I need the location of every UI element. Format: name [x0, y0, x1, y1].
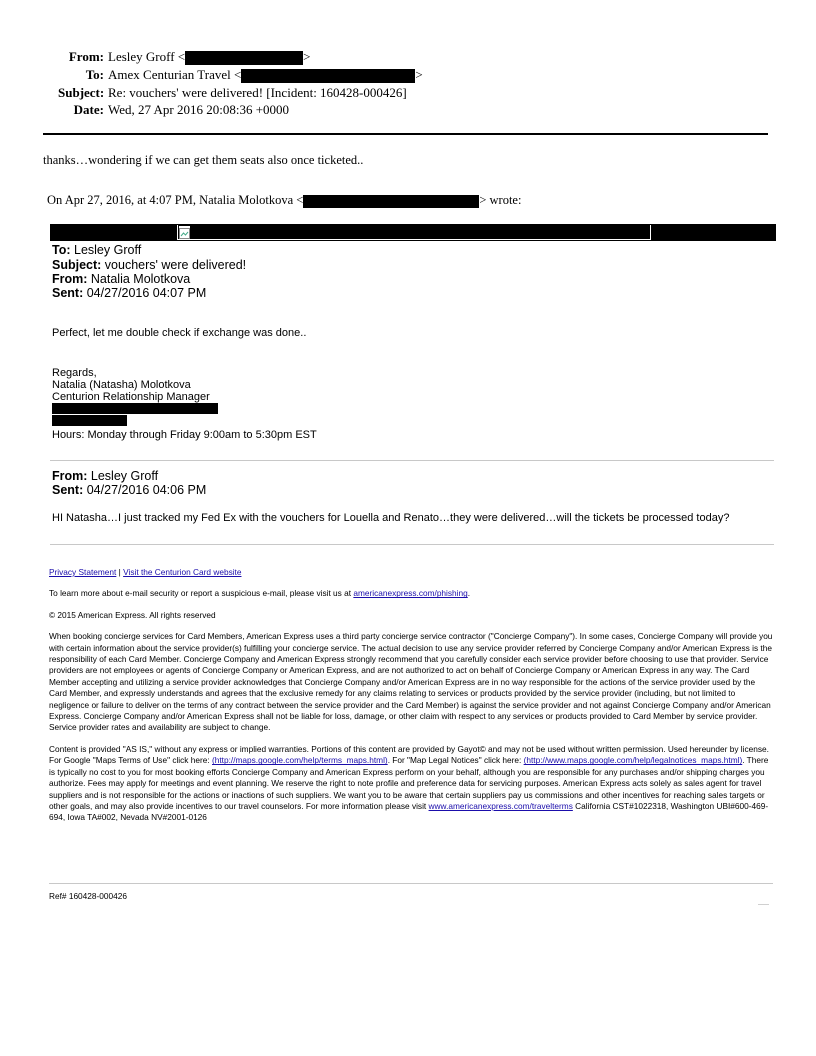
subject-label: Subject:	[58, 85, 105, 100]
msg2-body: HI Natasha…I just tracked my Fed Ex with the vouchers for Louella and Renato…they were delivered…will the tickets be processed today?	[52, 512, 730, 524]
from-close: >	[303, 49, 311, 64]
footer-links	[49, 567, 773, 578]
msg1-sig-name: Natalia (Natasha) Molotkova	[52, 379, 191, 391]
msg2-sent	[52, 483, 206, 497]
footer	[49, 567, 773, 824]
redacted-email	[303, 195, 479, 208]
maps-terms-link[interactable]: (http://maps.google.com/help/terms_maps.html)	[211, 755, 388, 766]
msg2-sent-label: Sent:	[52, 483, 84, 497]
quote-intro-prefix: On Apr 27, 2016, at 4:07 PM, Natalia Molotkova <	[47, 193, 304, 207]
content-notice-part1: Content is provided "AS IS," without any express or implied warranties. Portions of this content are provided by Gayot© and may not be used without written permission. Used hereunder by license. For Google "Maps Terms of Use" click here:	[49, 743, 769, 766]
phishing-text: To learn more about e-mail security or report a suspicious e-mail, please visit us at	[49, 588, 352, 599]
date-label: Date:	[73, 102, 104, 117]
copyright: © 2015 American Express. All rights reserved	[49, 609, 216, 620]
msg1-from-label: From:	[52, 272, 88, 286]
msg1-to-label: To:	[52, 243, 71, 257]
redacted-contact	[52, 403, 218, 414]
msg2-from-label: From:	[52, 469, 88, 483]
footer-link-separator: |	[118, 567, 121, 577]
msg1-sent-value: 04/27/2016 04:07 PM	[86, 286, 207, 300]
content-notice-part2: . For "Map Legal Notices" click here:	[387, 755, 522, 766]
subject-value: Re: vouchers' were delivered! [Incident: 160428-000426]	[108, 85, 407, 100]
ref-divider	[49, 883, 773, 884]
content-notice-part4: California CST#1022318, Washington UBI#600-469-694, Iowa TA#002, Nevada NV#2001-0126	[49, 800, 769, 823]
msg1-sent	[52, 286, 206, 300]
centurion-card-link[interactable]: Visit the Centurion Card website	[123, 567, 242, 577]
privacy-statement-link[interactable]: Privacy Statement	[49, 567, 117, 577]
from-row	[58, 48, 310, 65]
msg2-from-value: Lesley Groff	[90, 469, 159, 483]
phishing-link[interactable]: americanexpress.com/phishing	[353, 588, 468, 599]
msg1-body: Perfect, let me double check if exchange was done..	[52, 327, 307, 339]
msg1-regards: Regards,	[52, 367, 97, 379]
broken-image	[177, 225, 651, 240]
to-row	[58, 66, 423, 83]
from-label: From:	[68, 49, 104, 64]
travelterms-link[interactable]: www.americanexpress.com/travelterms	[428, 800, 573, 811]
redacted-banner	[50, 224, 776, 241]
maps-legal-link[interactable]: (http://www.maps.google.com/help/legalnotices_maps.html)	[523, 755, 743, 766]
disclaimer: When booking concierge services for Card Members, American Express uses a third party concierge service contractor ("Concierge Company"). In some cases, Concierge Company will provide you with certain information about the service provider(s) fulfilling your concierge service. The actual decision to use any service provider referred by Concierge Company and/or American Express is the responsibility of each Card Member. Concierge Company and American Express strongly recommend that you carefully consider each service provider before choosing to use that provider. Service providers are not employees or agents of Concierge Company or American Express, and are not authorized to act on behalf of Concierge Company or American Express in any way. The Card Member accepting and utilizing a service provider acknowledges that Concierge Company and/or American Express are in no way responsible for the actions of the service provider used by the Card Member, and expressly understands and agrees that the exclusive remedy for any claims relating to services or products provided by the service provider (including, but not limited to negligence or failure to deliver on the terms of any contract between the service provider and the Card Member) is against the service provider and not against Concierge Company and/or American Express. Concierge Company and/or American Express shall not be liable for loss, damage, or other claim with respect to any services or products provided to Card Member by service provider. Service provider rates and availability are subject to change.	[49, 631, 773, 733]
msg1-from-value: Natalia Molotkova	[90, 272, 191, 286]
msg1-to-value: Lesley Groff	[74, 243, 142, 257]
msg1-subject	[52, 258, 246, 272]
msg1-to	[52, 243, 141, 257]
footer-divider	[50, 544, 774, 545]
date-value: Wed, 27 Apr 2016 20:08:36 +0000	[108, 102, 290, 117]
date-row	[58, 101, 289, 118]
header-divider	[43, 133, 768, 135]
msg1-sig-title: Centurion Relationship Manager	[52, 391, 210, 403]
msg1-subject-label: Subject:	[52, 258, 102, 272]
redacted-email	[185, 51, 303, 65]
phishing-notice	[49, 588, 773, 599]
content-notice-part3: . There is typically no cost to you for most booking efforts Concierge Company and American Express perform on your behalf, although you are responsible for any purchases and/or shipping charges you authorize. Fees may apply for meetings and event planning. We reserve the right to note profile and preference data for servicing purposes. American Express acts solely as sales agent for travel suppliers and is not responsible for the actions or inactions of such suppliers. We want you to be aware that certain suppliers pay us commissions and other incentives for reaching sales targets or other goals, and may also provide incentives to our travel counselors. For more information please visit	[49, 755, 769, 811]
msg1-from	[52, 272, 190, 286]
to-close: >	[415, 67, 423, 82]
from-name: Lesley Groff <	[108, 49, 186, 64]
to-label: To:	[85, 67, 104, 82]
quote-intro	[47, 192, 521, 208]
msg1-sent-label: Sent:	[52, 286, 84, 300]
to-name: Amex Centurian Travel <	[108, 67, 242, 82]
msg2-from	[52, 469, 158, 483]
broken-image-icon	[179, 226, 190, 237]
msg-divider	[50, 460, 774, 461]
msg1-subject-value: vouchers' were delivered!	[104, 258, 247, 272]
msg1-hours: Hours: Monday through Friday 9:00am to 5:30pm EST	[52, 429, 317, 441]
redacted-email	[241, 69, 415, 83]
reference-number: Ref# 160428-000426	[49, 891, 127, 901]
reply-body: thanks…wondering if we can get them seats also once ticketed..	[43, 153, 364, 167]
quote-intro-suffix: > wrote:	[479, 193, 522, 207]
redacted-contact	[52, 415, 127, 426]
corner-mark	[758, 904, 769, 905]
phishing-end: .	[467, 588, 471, 599]
subject-row	[58, 84, 407, 101]
content-notice	[49, 744, 773, 824]
msg2-sent-value: 04/27/2016 04:06 PM	[86, 483, 207, 497]
